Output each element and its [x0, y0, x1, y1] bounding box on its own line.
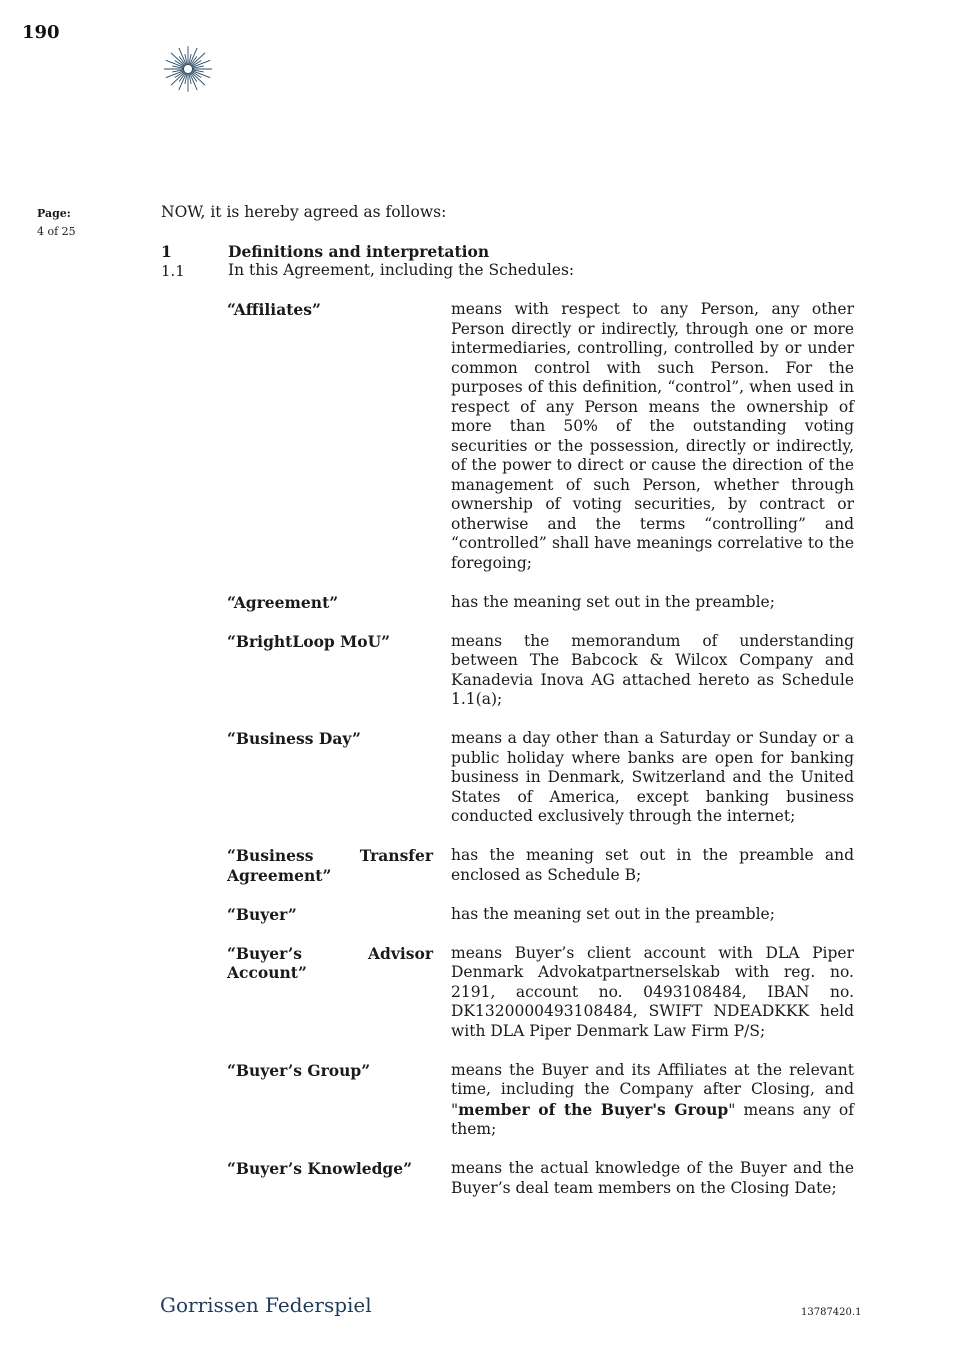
definition-meaning [451, 1061, 854, 1140]
page-count: 4 of 25 [37, 225, 76, 238]
definition-meaning: means Buyer’s client account with DLA Piper Denmark Advokatpartnerselskab with reg. no. 2191, account no. 0493108484, IBAN no. DK1320000493108484, SWIFT NDEADKKK held with DLA Piper Denmark Law Firm P/S; [451, 943, 854, 1040]
definition-row [227, 632, 854, 710]
definition-meaning: has the meaning set out in the preamble and enclosed as Schedule B; [451, 846, 854, 884]
logo-ray [171, 53, 185, 66]
definition-term: “Buyer” [227, 904, 297, 924]
logo-ray [171, 72, 185, 85]
logo-ray [191, 72, 205, 85]
page-number: 190 [22, 22, 60, 43]
definition-term: “Agreement” [227, 592, 339, 612]
footer-brand: Gorrissen Federspiel [160, 1293, 372, 1317]
definition-row [227, 846, 854, 885]
intro-text: NOW, it is hereby agreed as follows: [161, 203, 447, 221]
definition-meaning: has the meaning set out in the preamble; [451, 592, 775, 611]
logo-ray [191, 53, 205, 66]
definition-meaning: means the memorandum of understanding between The Babcock & Wilcox Company and Kanadevia Inova AG attached hereto as Schedule 1.1(a); [451, 631, 854, 708]
meaning-bold-term: member of the Buyer's Group [458, 1099, 729, 1119]
definition-row [227, 300, 854, 573]
definition-term: “Buyer’s Group” [227, 1060, 371, 1080]
definition-term: “Business Transfer Agreement” [227, 846, 433, 885]
definition-meaning: means with respect to any Person, any other Person directly or indirectly, through one or more intermediaries, controlling, controlled by or under common control with such Person. For the purposes of this definition, “control”, when used in respect of any Person means the ownership of more than 50% of the outstanding voting securities or the possession, directly or indirectly, of the power to direct or cause the direction of the management of such Person, whether through ownership of voting securities, by contract or otherwise and the terms “controlling” and “controlled” shall have meanings correlative to the foregoing; [451, 300, 854, 572]
starburst-logo-icon [160, 44, 216, 94]
definition-term: “Buyer’s Knowledge” [227, 1159, 413, 1178]
definition-row [227, 905, 854, 925]
document-id: 13787420.1 [801, 1307, 862, 1318]
subsection-number: 1.1 [161, 262, 185, 280]
definition-meaning: has the meaning set out in the preamble; [451, 904, 775, 923]
meaning-text: " means any of them; [451, 1100, 854, 1138]
definition-meaning: means a day other than a Saturday or Sunday or a public holiday where banks are open for banking business in Denmark, Switzerland and the United States of America, except banking business conducted exclusively through the internet; [451, 729, 854, 825]
definition-row [227, 944, 854, 1042]
definition-term: “Buyer’s Advisor Account” [227, 943, 433, 982]
page-label: Page: [37, 207, 71, 220]
section-title: Definitions and interpretation [228, 242, 490, 261]
definition-row [227, 1159, 854, 1198]
meaning-text: means the Buyer and its Affiliates at the relevant time, including the Company after Closing, and " [451, 1060, 854, 1119]
definition-meaning: means the actual knowledge of the Buyer and the Buyer’s deal team members on the Closing Date; [451, 1159, 854, 1197]
definition-row [227, 729, 854, 827]
subsection-text: In this Agreement, including the Schedules: [228, 261, 575, 279]
section-number: 1 [161, 242, 172, 261]
definition-term: “Affiliates” [227, 300, 321, 319]
definition-term: “Business Day” [227, 729, 361, 748]
definition-term: “BrightLoop MoU” [227, 631, 391, 651]
definition-row [227, 593, 854, 613]
definitions-list [227, 300, 854, 1218]
definition-row [227, 1061, 854, 1140]
